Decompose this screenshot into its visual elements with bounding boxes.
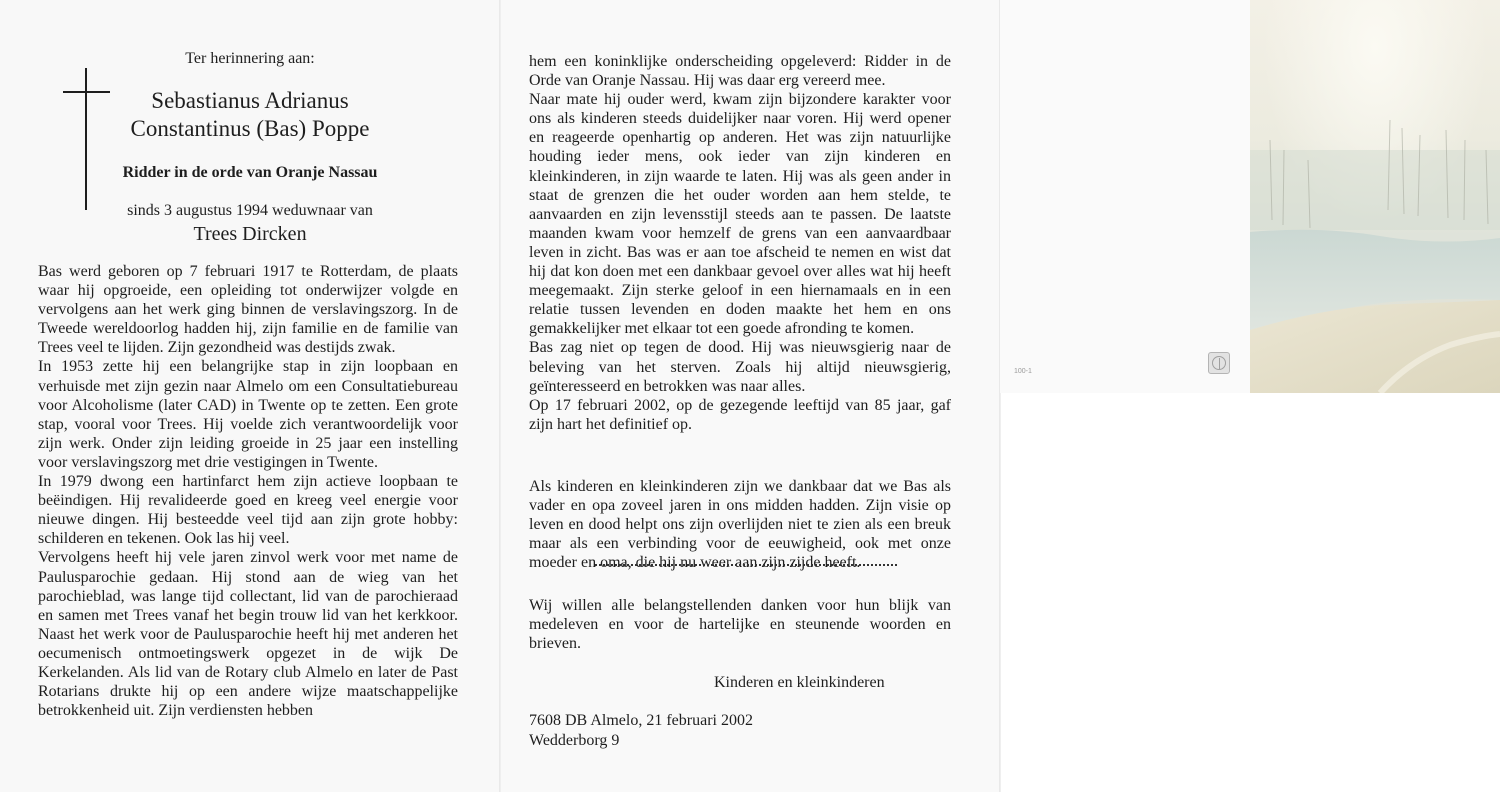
biography-paragraph: hem een koninklijke onderscheiding opgeleverd: Ridder in de Orde van Oranje Nassau. Hij was daar erg vereerd mee. xyxy=(529,53,951,90)
biography-paragraph: Bas zag niet op tegen de dood. Hij was nieuwsgierig naar de beleving van het sterven. Zoals hij altijd nieuwsgierig, geïnteresseerd en betrokken was naar alles. xyxy=(529,339,951,395)
print-code: 100-1 xyxy=(1014,368,1032,375)
closing-family-paragraph xyxy=(529,477,951,572)
spouse-name: Trees Dircken xyxy=(193,223,307,245)
closing-text: Als kinderen en kleinkinderen zijn we dankbaar dat we Bas als vader en opa zoveel jaren in ons midden hadden. Zijn visie op leven en dood helpt ons zijn overlijden niet te zien als een breuk maar als een verbinding voor de eeuwigheid, ook met onze moeder en oma, die hij nu weer aan zijn zijde heeft. xyxy=(529,478,951,572)
card-middle-panel xyxy=(500,0,1000,792)
fold-divider xyxy=(499,0,501,792)
honor-title: Ridder in de orde van Oranje Nassau xyxy=(122,164,378,181)
biography-right xyxy=(529,52,951,434)
address-line1: 7608 DB Almelo, 21 februari 2002 xyxy=(529,712,753,729)
biography-left xyxy=(38,262,458,720)
landscape-painting-image xyxy=(1250,0,1500,393)
thanks-text: Wij willen alle belangstellenden danken voor hun blijk van medeleven en voor de hartelijke en steunende woorden en brieven. xyxy=(529,597,951,653)
biography-paragraph: Naar mate hij ouder werd, kwam zijn bijzondere karakter voor ons als kinderen steeds duidelijker naar voren. Hij werd opener en reageerde openhartig op anderen. Het was zijn natuurlijke houding ieder mens, ook ieder van zijn kinderen en kleinkinderen, in zijn waarde te laten. Hij was als geen ander in staat de grenzen die het ouder worden aan hem stelde, te aanvaarden en zijn levensstijl steeds aan te passen. De laatste maanden kwam voor hemzelf de grens van een aanvaardbaar leven in zicht. Bas was er aan toe afscheid te nemen en wist dat hij dat kon doen met een dankbaar gevoel over alles wat hij heeft meegemaakt. Zijn sterke geloof in een hiernamaals en in een relatie tussen levenden en doden maakte het hem en ons gemakkelijker met elkaar tot een goede afronding te komen. xyxy=(529,91,951,338)
biography-paragraph: In 1953 zette hij een belangrijke stap in zijn loopbaan en verhuisde met zijn gezin naar Almelo om een Consultatiebureau voor Alcoholisme (later CAD) in Twente op te zetten. Een grote stap, vooral voor Trees. Hij voelde zich verantwoordelijk voor zijn werk. Onder zijn leiding groeide in 25 jaar een instelling voor verslavingszorg met drie vestigingen in Twente. xyxy=(38,358,458,471)
publisher-logo-icon xyxy=(1208,352,1230,374)
address-line2: Wedderborg 9 xyxy=(529,732,620,749)
signature: Kinderen en kleinkinderen xyxy=(714,674,885,691)
landscape-painting xyxy=(1250,0,1500,393)
deceased-name-line2: Constantinus (Bas) Poppe xyxy=(130,116,370,141)
logo-stem xyxy=(1219,358,1220,369)
card-left-panel xyxy=(0,0,500,792)
dotted-divider xyxy=(595,564,897,566)
card-back-panel xyxy=(1000,0,1250,393)
thanks-paragraph xyxy=(529,596,951,653)
intro-text: Ter herinnering aan: xyxy=(185,50,315,67)
biography-paragraph: Bas werd geboren op 7 februari 1917 te Rotterdam, de plaats waar hij opgroeide, een opleiding tot onderwijzer volgde en vervolgens aan het werk ging binnen de verslavingszorg. In de Tweede wereldoorlog hadden hij, zijn familie en de familie van Trees veel te lijden. Zijn gezondheid was destijds zwak. xyxy=(38,263,458,357)
biography-paragraph: In 1979 dwong een hartinfarct hem zijn actieve loopbaan te beëindigen. Hij revalideerde goed en kreeg veel energie voor nieuwe dingen. Hij besteedde veel tijd aan zijn grote hobby: schilderen en tekenen. Ook las hij veel. xyxy=(38,473,458,548)
biography-paragraph: Vervolgens heeft hij vele jaren zinvol werk voor met name de Paulusparochie gedaan. Hij stond aan de wieg van het parochieblad, was lange tijd collectant, lid van de parochieraad en samen met Trees vanaf het begin trouw lid van het kerkkoor. Naast het werk voor de Paulusparochie heeft hij met anderen het oecumenisch ontmoetingswerk opgezet in de wijk De Kerkelanden. Als lid van de Rotary club Almelo en later de Past Rotarians drukte hij op een andere wijze maatschappelijke betrokkenheid uit. Zijn verdiensten hebben xyxy=(38,549,458,720)
biography-paragraph: Op 17 februari 2002, op de gezegende leeftijd van 85 jaar, gaf zijn hart het definitief op. xyxy=(529,396,951,433)
widower-line: sinds 3 augustus 1994 weduwnaar van xyxy=(127,202,373,219)
deceased-name-line1: Sebastianus Adrianus xyxy=(151,88,349,113)
